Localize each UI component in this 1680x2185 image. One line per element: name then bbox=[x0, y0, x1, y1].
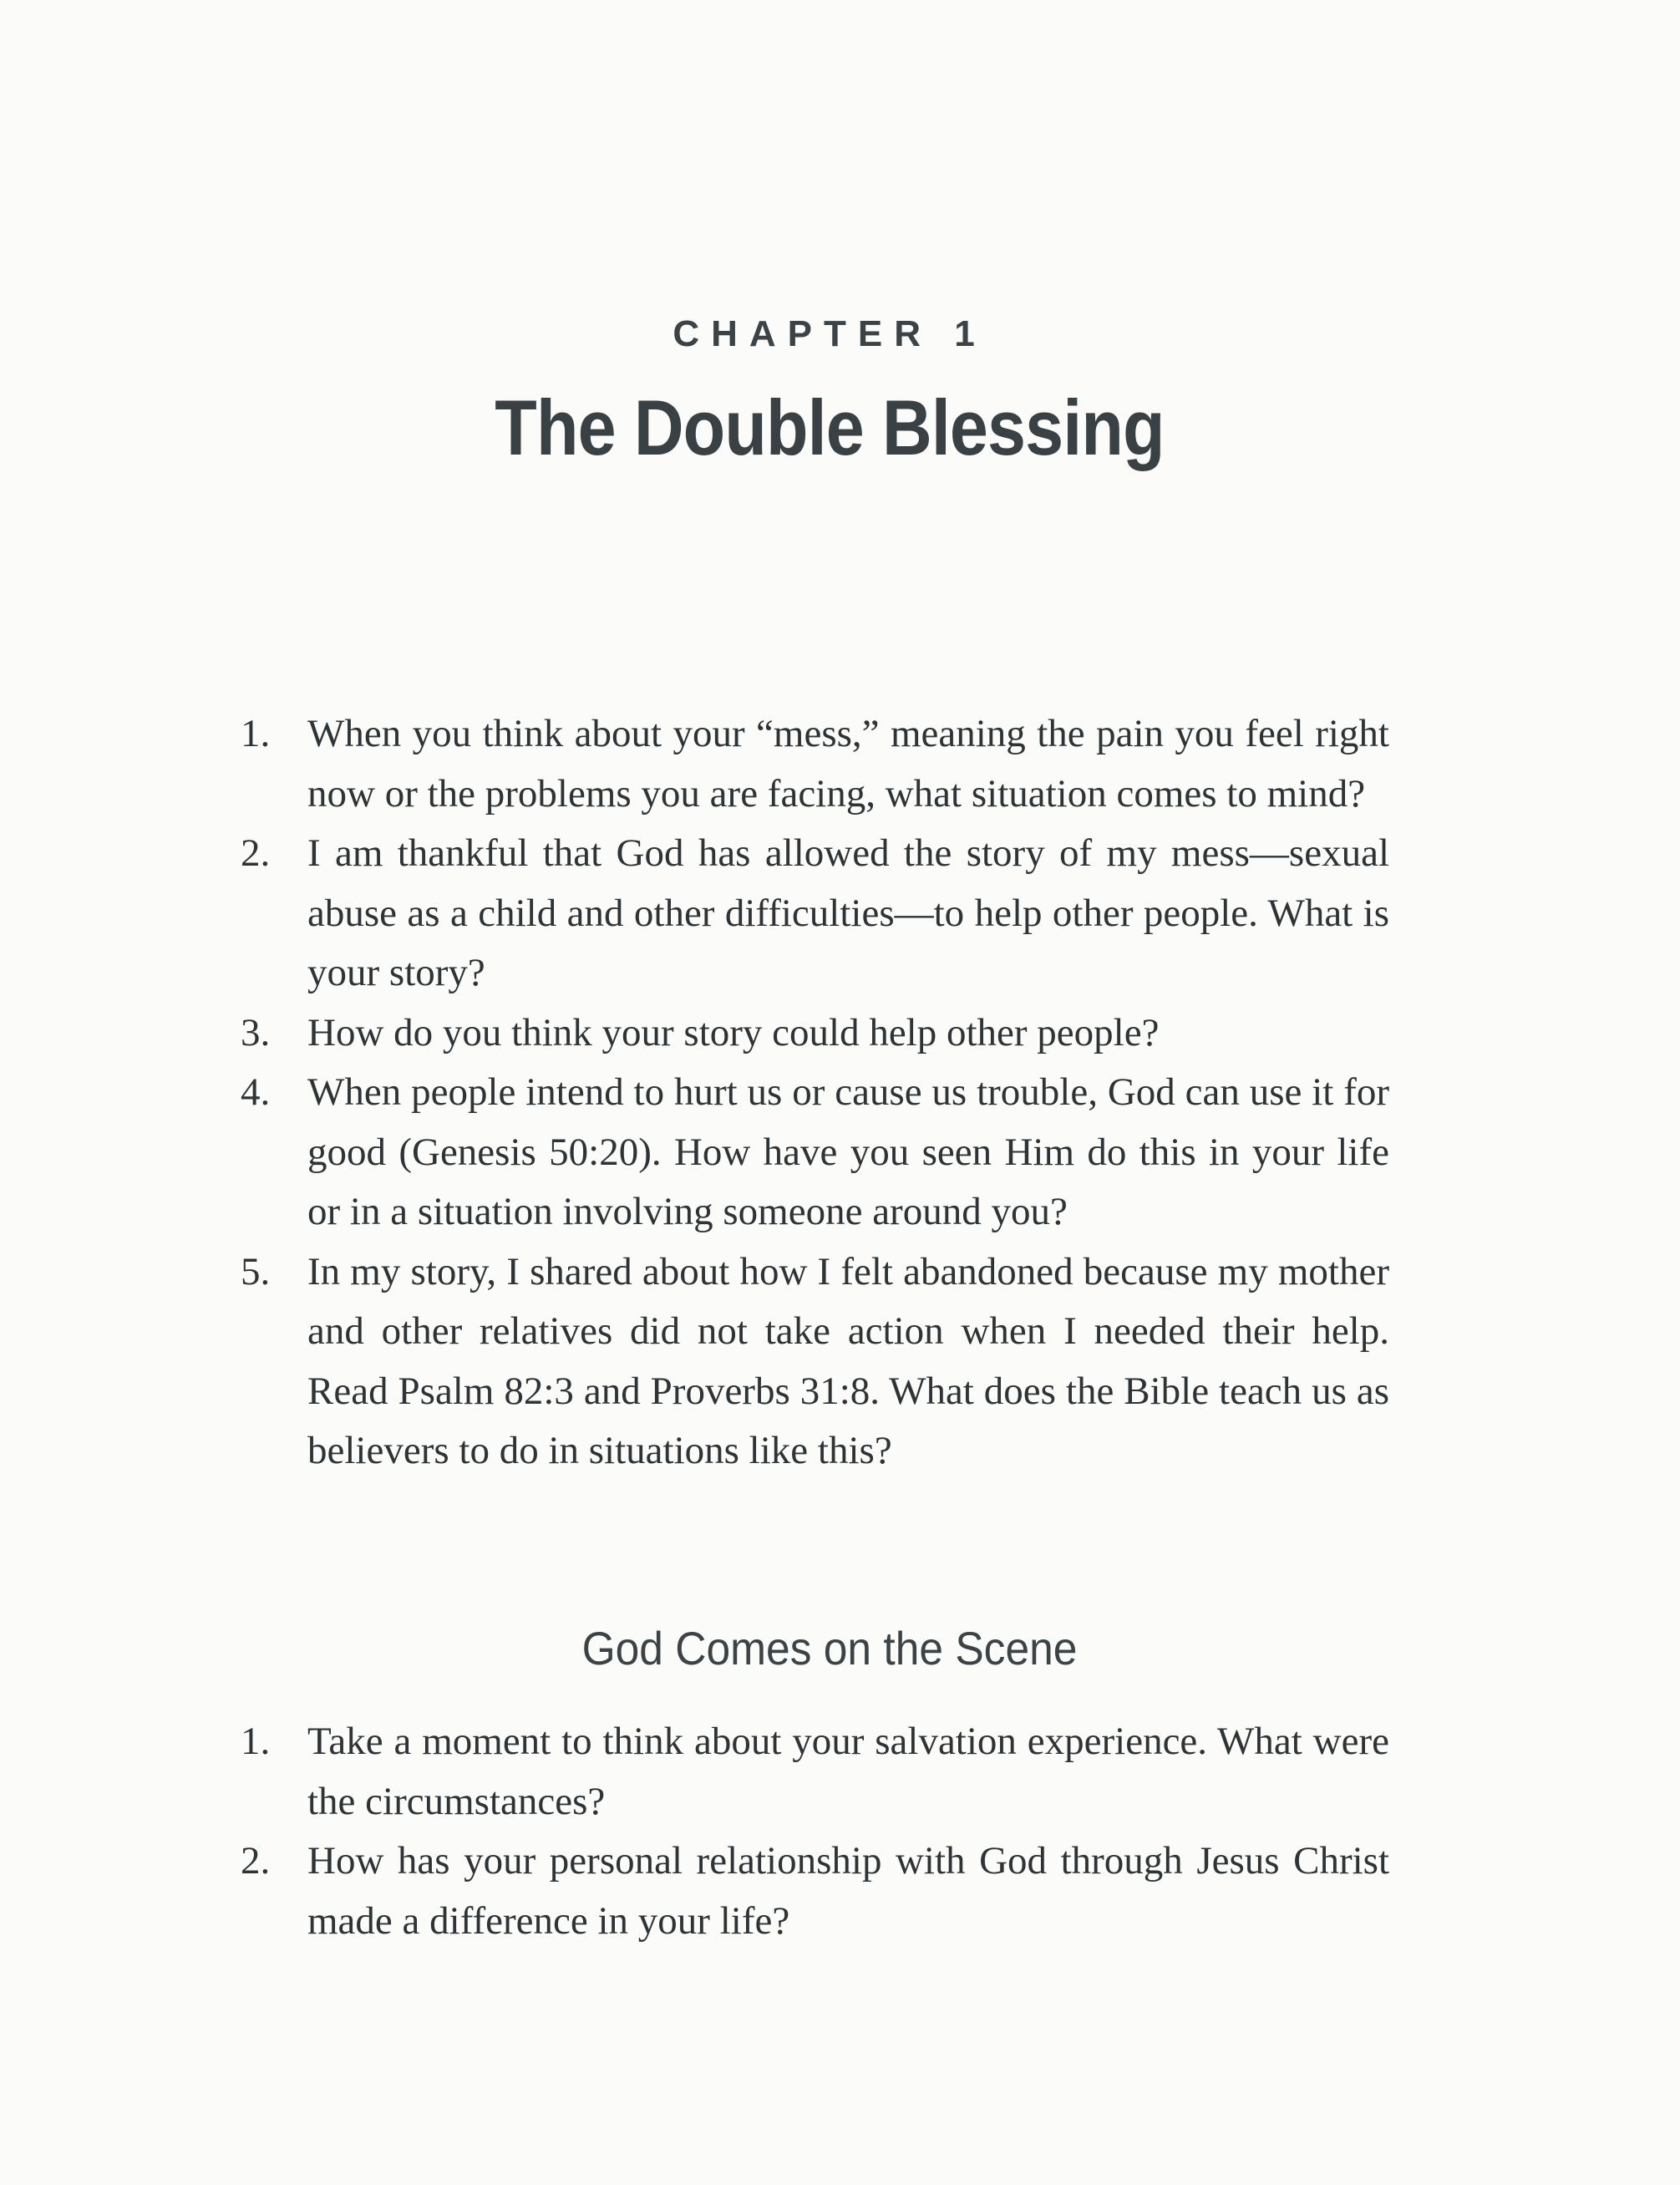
chapter-title: The Double Blessing bbox=[495, 384, 1165, 471]
question-list bbox=[0, 704, 1389, 1481]
chapter-label: CHAPTER 1 bbox=[673, 313, 987, 354]
item-text: Take a moment to think about your salvation experience. What were the circumstances? bbox=[307, 1720, 1389, 1823]
item-text: When you think about your “mess,” meaning the pain you feel right now or the problems you are facing, what situation comes to mind? bbox=[307, 712, 1389, 816]
item-number: 1. bbox=[241, 712, 271, 755]
section-heading: God Comes on the Scene bbox=[581, 1622, 1078, 1674]
list-item bbox=[0, 704, 1389, 824]
item-number: 5. bbox=[241, 1249, 271, 1293]
item-text: How do you think your story could help other people? bbox=[307, 1010, 1160, 1054]
list-item bbox=[0, 824, 1389, 1004]
list-item bbox=[0, 1712, 1389, 1832]
item-number: 4. bbox=[241, 1070, 271, 1114]
item-number: 2. bbox=[241, 1839, 271, 1883]
list-item bbox=[0, 1242, 1389, 1481]
list-item bbox=[0, 1063, 1389, 1242]
item-text: I am thankful that God has allowed the story of my mess—sexual abuse as a child and other difficulties—to help other people. What is your story? bbox=[307, 831, 1389, 994]
item-text: In my story, I shared about how I felt abandoned because my mother and other relatives did not take action when I needed their help. Read Psalm 82:3 and Proverbs 31:8. What does the Bible teach us as believers to do in situations like this? bbox=[307, 1249, 1389, 1472]
list-item bbox=[0, 1832, 1389, 1951]
item-text: How has your personal relationship with God through Jesus Christ made a difference in your life? bbox=[307, 1839, 1389, 1943]
section-question-list bbox=[0, 1712, 1389, 1951]
list-item bbox=[0, 1004, 1389, 1064]
item-number: 2. bbox=[241, 831, 271, 875]
item-text: When people intend to hurt us or cause us trouble, God can use it for good (Genesis 50:20). How have you seen Him do this in your life or in a situation involving someone around you? bbox=[307, 1070, 1389, 1233]
item-number: 3. bbox=[241, 1010, 271, 1054]
item-number: 1. bbox=[241, 1720, 271, 1763]
